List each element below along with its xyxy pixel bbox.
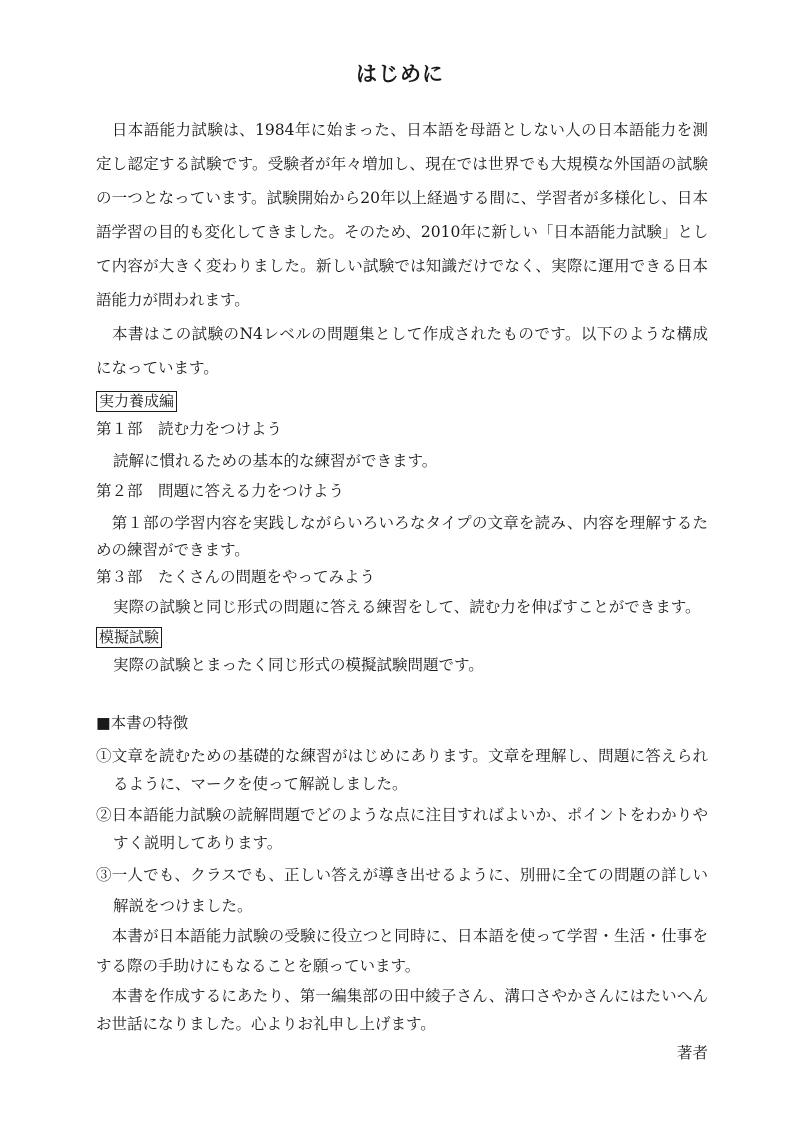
intro-line: 語学習の目的も変化してきました。そのため、2010年に新しい「日本語能力試験」とし (96, 223, 709, 241)
page-title: はじめに (356, 62, 444, 86)
closing-line: 本書が日本語能力試験の受験に役立つと同時に、日本語を使って学習・生活・仕事を (96, 927, 708, 945)
part2-title: 第２部 問題に答える力をつけよう (96, 482, 345, 500)
feature-item-line: ③一人でも、クラスでも、正しい答えが導き出せるように、別冊に全ての問題の詳しい (96, 866, 708, 884)
mock-exam-desc: 実際の試験とまったく同じ形式の模擬試験問題です。 (113, 656, 484, 674)
part2-desc-line: めの練習ができます。 (96, 541, 250, 559)
part3-title: 第３部 たくさんの問題をやってみよう (96, 568, 376, 586)
feature-item-line: るように、マークを使って解説しました。 (113, 775, 408, 793)
intro-line: になっています。 (96, 359, 219, 377)
part2-desc-line: 第１部の学習内容を実践しながらいろいろなタイプの文章を読み、内容を理解するた (96, 514, 708, 532)
feature-item-line: ②日本語能力試験の読解問題でどのような点に注目すればよいか、ポイントをわかりや (96, 806, 708, 824)
section-label-mock-exam: 模擬試験 (96, 627, 162, 648)
intro-line: 定し認定する試験です。受験者が年々増加し、現在では世界でも大規模な外国語の試験 (96, 155, 708, 173)
closing-line: する際の手助けにもなることを願っています。 (96, 957, 421, 975)
part3-desc: 実際の試験と同じ形式の問題に答える練習をして、読む力を伸ばすことができます。 (113, 598, 701, 616)
intro-line: 語能力が問われます。 (96, 291, 250, 309)
author: 著者 (676, 1044, 708, 1062)
feature-item-line: すく説明してあります。 (113, 834, 283, 852)
section-label-row (96, 391, 708, 412)
closing-line: お世話になりました。心よりお礼申し上げます。 (96, 1015, 436, 1033)
part1-title: 第１部 読む力をつけよう (96, 420, 283, 438)
intro-line: て内容が大きく変わりました。新しい試験では知識だけでなく、実際に運用できる日本 (96, 257, 708, 275)
feature-item-line: ①文章を読むための基礎的な練習がはじめにあります。文章を理解し、問題に答えられ (96, 747, 708, 765)
section-label-practice: 実力養成編 (96, 391, 177, 412)
features-heading: ■本書の特徴 (96, 714, 189, 732)
intro-line: 日本語能力試験は、1984年に始まった、日本語を母語としない人の日本語能力を測 (96, 121, 708, 139)
closing-line: 本書を作成するにあたり、第一編集部の田中綾子さん、溝口さやかさんにはたいへん (96, 987, 708, 1005)
section-label-row (96, 627, 708, 648)
feature-item-line: 解説をつけました。 (113, 897, 253, 915)
intro-line: 本書はこの試験のN4レベルの問題集として作成されたものです。以下のような構成 (96, 325, 708, 343)
part1-desc: 読解に慣れるための基本的な練習ができます。 (113, 452, 438, 470)
intro-line: の一つとなっています。試験開始から20年以上経過する間に、学習者が多様化し、日本 (96, 189, 708, 207)
